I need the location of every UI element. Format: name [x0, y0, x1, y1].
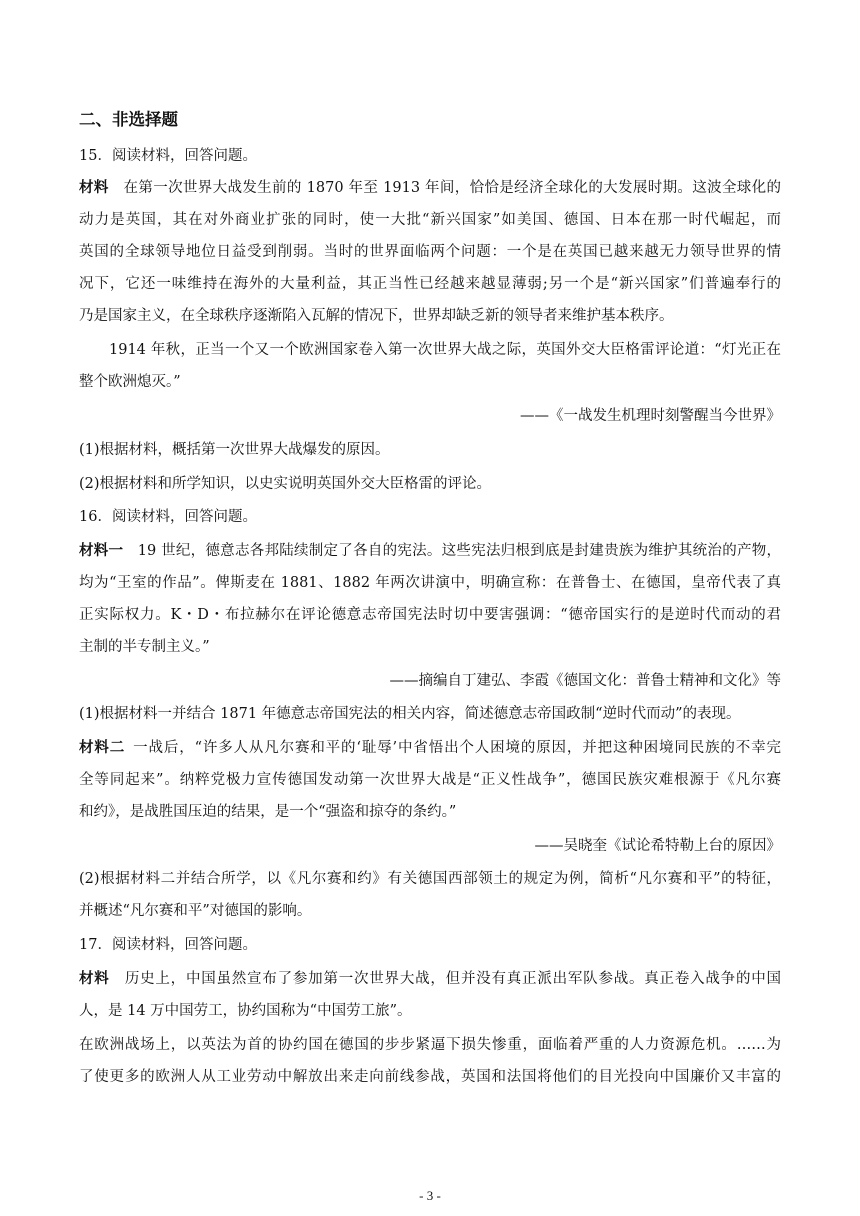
q16-m2-label: 材料二	[79, 740, 126, 756]
q16-intro: 16．阅读材料，回答问题。	[79, 509, 257, 525]
q16-sub2-line: 并概述“凡尔赛和平”对德国的影响。	[79, 903, 312, 919]
q16-m1-line: 正实际权力。K・D・布拉赫尔在评论德意志帝国宪法时切中要害强调：“德帝国实行的是逆时代而动的君	[79, 607, 781, 623]
q15-sub1: (1)根据材料，概括第一次世界大战爆发的原因。	[79, 442, 390, 458]
q16-sub2-line: (2)根据材料二并结合所学，以《凡尔赛和约》有关德国西部领土的规定为例，简析“凡尔赛和平”的特征，	[79, 871, 781, 887]
q15-material-line: 乃是国家主义，在全球秩序逐渐陷入瓦解的情况下，世界却缺乏新的领导者来维护基本秩序。	[79, 308, 674, 324]
q17-material-line: 人，是 14 万中国劳工，协约国称为“中国劳工旅”。	[79, 1003, 412, 1019]
section-title: 二、非选择题	[79, 110, 178, 129]
q15-sub2: (2)根据材料和所学知识，以史实说明英国外交大臣格雷的评论。	[79, 476, 492, 492]
q15-para2-line: 1914 年秋，正当一个又一个欧洲国家卷入第一次世界大战之际，英国外交大臣格雷评论道：“灯光正在	[109, 342, 781, 358]
q17-material-line: 材料 历史上，中国虽然宣布了参加第一次世界大战，但并没有真正派出军队参战。真正卷入战争的中国	[79, 971, 781, 987]
q15-source: ——《一战发生机理时刻警醒当今世界》	[520, 408, 781, 424]
q15-material-line: 动力是英国，其在对外商业扩张的同时，使一大批“新兴国家”如美国、德国、日本在那一时代崛起，而	[79, 212, 781, 228]
q15-intro: 15．阅读材料，回答问题。	[79, 148, 257, 164]
q17-material-label: 材料	[79, 971, 110, 987]
q16-m2-line: 材料二 一战后，“许多人从凡尔赛和平的‘耻辱’中省悟出个人困境的原因，并把这种困境同民族的不幸完	[79, 740, 781, 756]
q16-sub1: (1)根据材料一并结合 1871 年德意志帝国宪法的相关内容，简述德意志帝国政制“逆时代而动”的表现。	[79, 706, 741, 722]
q15-material-label: 材料	[79, 180, 109, 196]
q16-m2-line: 全等同起来”。纳粹党极力宣传德国发动第一次世界大战是“正义性战争”，德国民族灾难根源于《凡尔赛	[79, 772, 781, 788]
q16-m1-line: 主制的半专制主义。”	[79, 639, 210, 655]
q17-para2-line: 了使更多的欧洲人从工业劳动中解放出来走向前线参战，英国和法国将他们的目光投向中国廉价又丰富的	[79, 1069, 781, 1085]
q16-m2-line: 和约》，是战胜国压迫的结果，是一个“强盗和掠夺的条约。”	[79, 804, 457, 820]
q15-material-line: 英国的全球领导地位日益受到削弱。当时的世界面临两个问题：一个是在英国已越来越无力领导世界的情	[79, 244, 781, 260]
q16-m1-line: 材料一 19 世纪，德意志各邦陆续制定了各自的宪法。这些宪法归根到底是封建贵族为维护其统治的产物，	[79, 543, 781, 559]
q16-m1-source: ——摘编自丁建弘、李霞《德国文化：普鲁士精神和文化》等	[389, 673, 781, 689]
q15-material-line: 况下，它还一味维持在海外的大量利益，其正当性已经越来越显薄弱;另一个是“新兴国家”们普遍奉行的	[79, 276, 781, 292]
q16-m1-line: 均为“王室的作品”。俾斯麦在 1881、1882 年两次讲演中，明确宣称：在普鲁士、在德国，皇帝代表了真	[79, 575, 781, 591]
q15-para2-line: 整个欧洲熄灭。”	[79, 374, 181, 390]
q17-intro: 17．阅读材料，回答问题。	[79, 937, 257, 953]
q17-para2-line: 在欧洲战场上，以英法为首的协约国在德国的步步紧逼下损失惨重，面临着严重的人力资源危机。……为	[79, 1037, 781, 1053]
q16-m1-label: 材料一	[79, 543, 124, 559]
page-number: - 3 -	[419, 1188, 441, 1203]
q16-m2-source: ——吴晓奎《试论希特勒上台的原因》	[534, 838, 781, 854]
q15-material-line: 材料 在第一次世界大战发生前的 1870 年至 1913 年间，恰恰是经济全球化的大发展时期。这波全球化的	[79, 180, 781, 196]
